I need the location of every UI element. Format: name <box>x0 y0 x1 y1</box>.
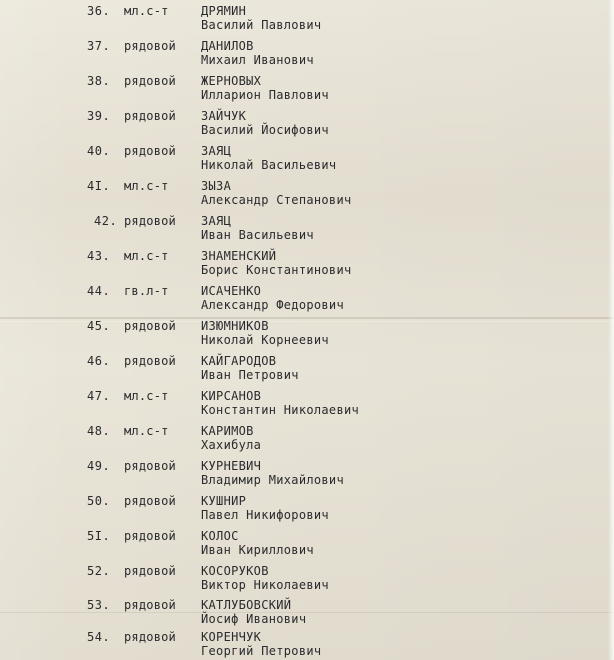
entry-number: 43. <box>87 249 111 263</box>
entry-surname: ЗАЯЦ <box>201 144 232 158</box>
entry-surname: КАРИМОВ <box>201 424 254 438</box>
entry-surname: ЗАЯЦ <box>201 214 232 228</box>
entry-number: 48. <box>87 424 111 438</box>
list-item <box>0 529 614 563</box>
entry-rank: рядовой <box>124 564 176 578</box>
entry-surname: ЖЕРНОВЫХ <box>201 74 262 88</box>
entry-number: 42. <box>94 214 118 228</box>
entry-rank: мл.с-т <box>124 179 169 193</box>
entry-surname: КУРНЕВИЧ <box>201 459 262 473</box>
entry-given-name: Иван Васильевич <box>201 228 314 242</box>
entry-given-name: Йосиф Иванович <box>201 612 307 626</box>
entry-surname: КИРСАНОВ <box>201 389 262 403</box>
entry-given-name: Илларион Павлович <box>201 88 329 102</box>
entry-number: 45. <box>87 319 111 333</box>
entry-number: 36. <box>87 4 111 18</box>
entry-rank: рядовой <box>124 354 176 368</box>
entry-given-name: Иван Петрович <box>201 368 299 382</box>
entry-number: 4I. <box>87 179 111 193</box>
list-item <box>0 39 614 73</box>
entry-rank: рядовой <box>124 214 176 228</box>
entry-number: 49. <box>87 459 111 473</box>
list-item <box>0 249 614 283</box>
entry-number: 52. <box>87 564 111 578</box>
list-item <box>0 109 614 143</box>
entry-surname: ДАНИЛОВ <box>201 39 254 53</box>
entry-rank: рядовой <box>124 74 176 88</box>
list-item <box>0 214 614 248</box>
list-item <box>0 179 614 213</box>
entry-number: 38. <box>87 74 111 88</box>
entry-number: 37. <box>87 39 111 53</box>
entry-rank: рядовой <box>124 459 176 473</box>
entry-rank: мл.с-т <box>124 4 169 18</box>
entry-rank: рядовой <box>124 494 176 508</box>
entry-given-name: Виктор Николаевич <box>201 578 329 592</box>
entry-surname: ИЗЮМНИКОВ <box>201 319 269 333</box>
entry-rank: мл.с-т <box>124 389 169 403</box>
list-item <box>0 564 614 598</box>
entry-number: 53. <box>87 598 111 612</box>
entry-surname: КОЛОС <box>201 529 239 543</box>
list-item <box>0 144 614 178</box>
entry-rank: мл.с-т <box>124 249 169 263</box>
entry-rank: рядовой <box>124 109 176 123</box>
entry-number: 44. <box>87 284 111 298</box>
list-item <box>0 424 614 458</box>
list-item <box>0 354 614 388</box>
entry-surname: КОРЕНЧУК <box>201 630 262 644</box>
entry-given-name: Василий Йосифович <box>201 123 329 137</box>
entry-surname: ЗНАМЕНСКИЙ <box>201 249 277 263</box>
entry-surname: ЗЫЗА <box>201 179 232 193</box>
entry-rank: рядовой <box>124 529 176 543</box>
list-item <box>0 459 614 493</box>
entry-surname: ЗАЙЧУК <box>201 109 247 123</box>
entry-rank: рядовой <box>124 144 176 158</box>
list-item <box>0 284 614 318</box>
entry-number: 39. <box>87 109 111 123</box>
entry-surname: КАТЛУБОВСКИЙ <box>201 598 292 612</box>
list-item <box>0 389 614 423</box>
entry-given-name: Георгий Петрович <box>201 644 322 658</box>
entry-given-name: Иван Кириллович <box>201 543 314 557</box>
entry-rank: рядовой <box>124 598 176 612</box>
entry-rank: мл.с-т <box>124 424 169 438</box>
entry-given-name: Михаил Иванович <box>201 53 314 67</box>
entry-given-name: Павел Никифорович <box>201 508 329 522</box>
entry-number: 5I. <box>87 529 111 543</box>
entry-rank: рядовой <box>124 39 176 53</box>
entry-number: 50. <box>87 494 111 508</box>
list-item <box>0 494 614 528</box>
entry-rank: рядовой <box>124 630 176 644</box>
entry-surname: ДРЯМИН <box>201 4 247 18</box>
entry-given-name: Александр Федорович <box>201 298 344 312</box>
list-item <box>0 630 614 660</box>
entry-surname: КАЙГАРОДОВ <box>201 354 277 368</box>
entry-surname: ИСАЧЕНКО <box>201 284 262 298</box>
entry-number: 54. <box>87 630 111 644</box>
entry-given-name: Николай Корнеевич <box>201 333 329 347</box>
entry-rank: рядовой <box>124 319 176 333</box>
entry-given-name: Николай Васильевич <box>201 158 337 172</box>
list-item <box>0 598 614 632</box>
entry-surname: КУШНИР <box>201 494 247 508</box>
list-item <box>0 74 614 108</box>
entry-given-name: Хахибула <box>201 438 262 452</box>
entry-given-name: Александр Степанович <box>201 193 352 207</box>
entry-number: 47. <box>87 389 111 403</box>
entry-rank: гв.л-т <box>124 284 169 298</box>
entry-given-name: Борис Константинович <box>201 263 352 277</box>
entry-number: 46. <box>87 354 111 368</box>
entry-given-name: Василий Павлович <box>201 18 322 32</box>
entry-number: 40. <box>87 144 111 158</box>
entry-given-name: Владимир Михайлович <box>201 473 344 487</box>
list-item <box>0 4 614 38</box>
entry-given-name: Константин Николаевич <box>201 403 360 417</box>
list-item <box>0 319 614 353</box>
entry-surname: КОСОРУКОВ <box>201 564 269 578</box>
